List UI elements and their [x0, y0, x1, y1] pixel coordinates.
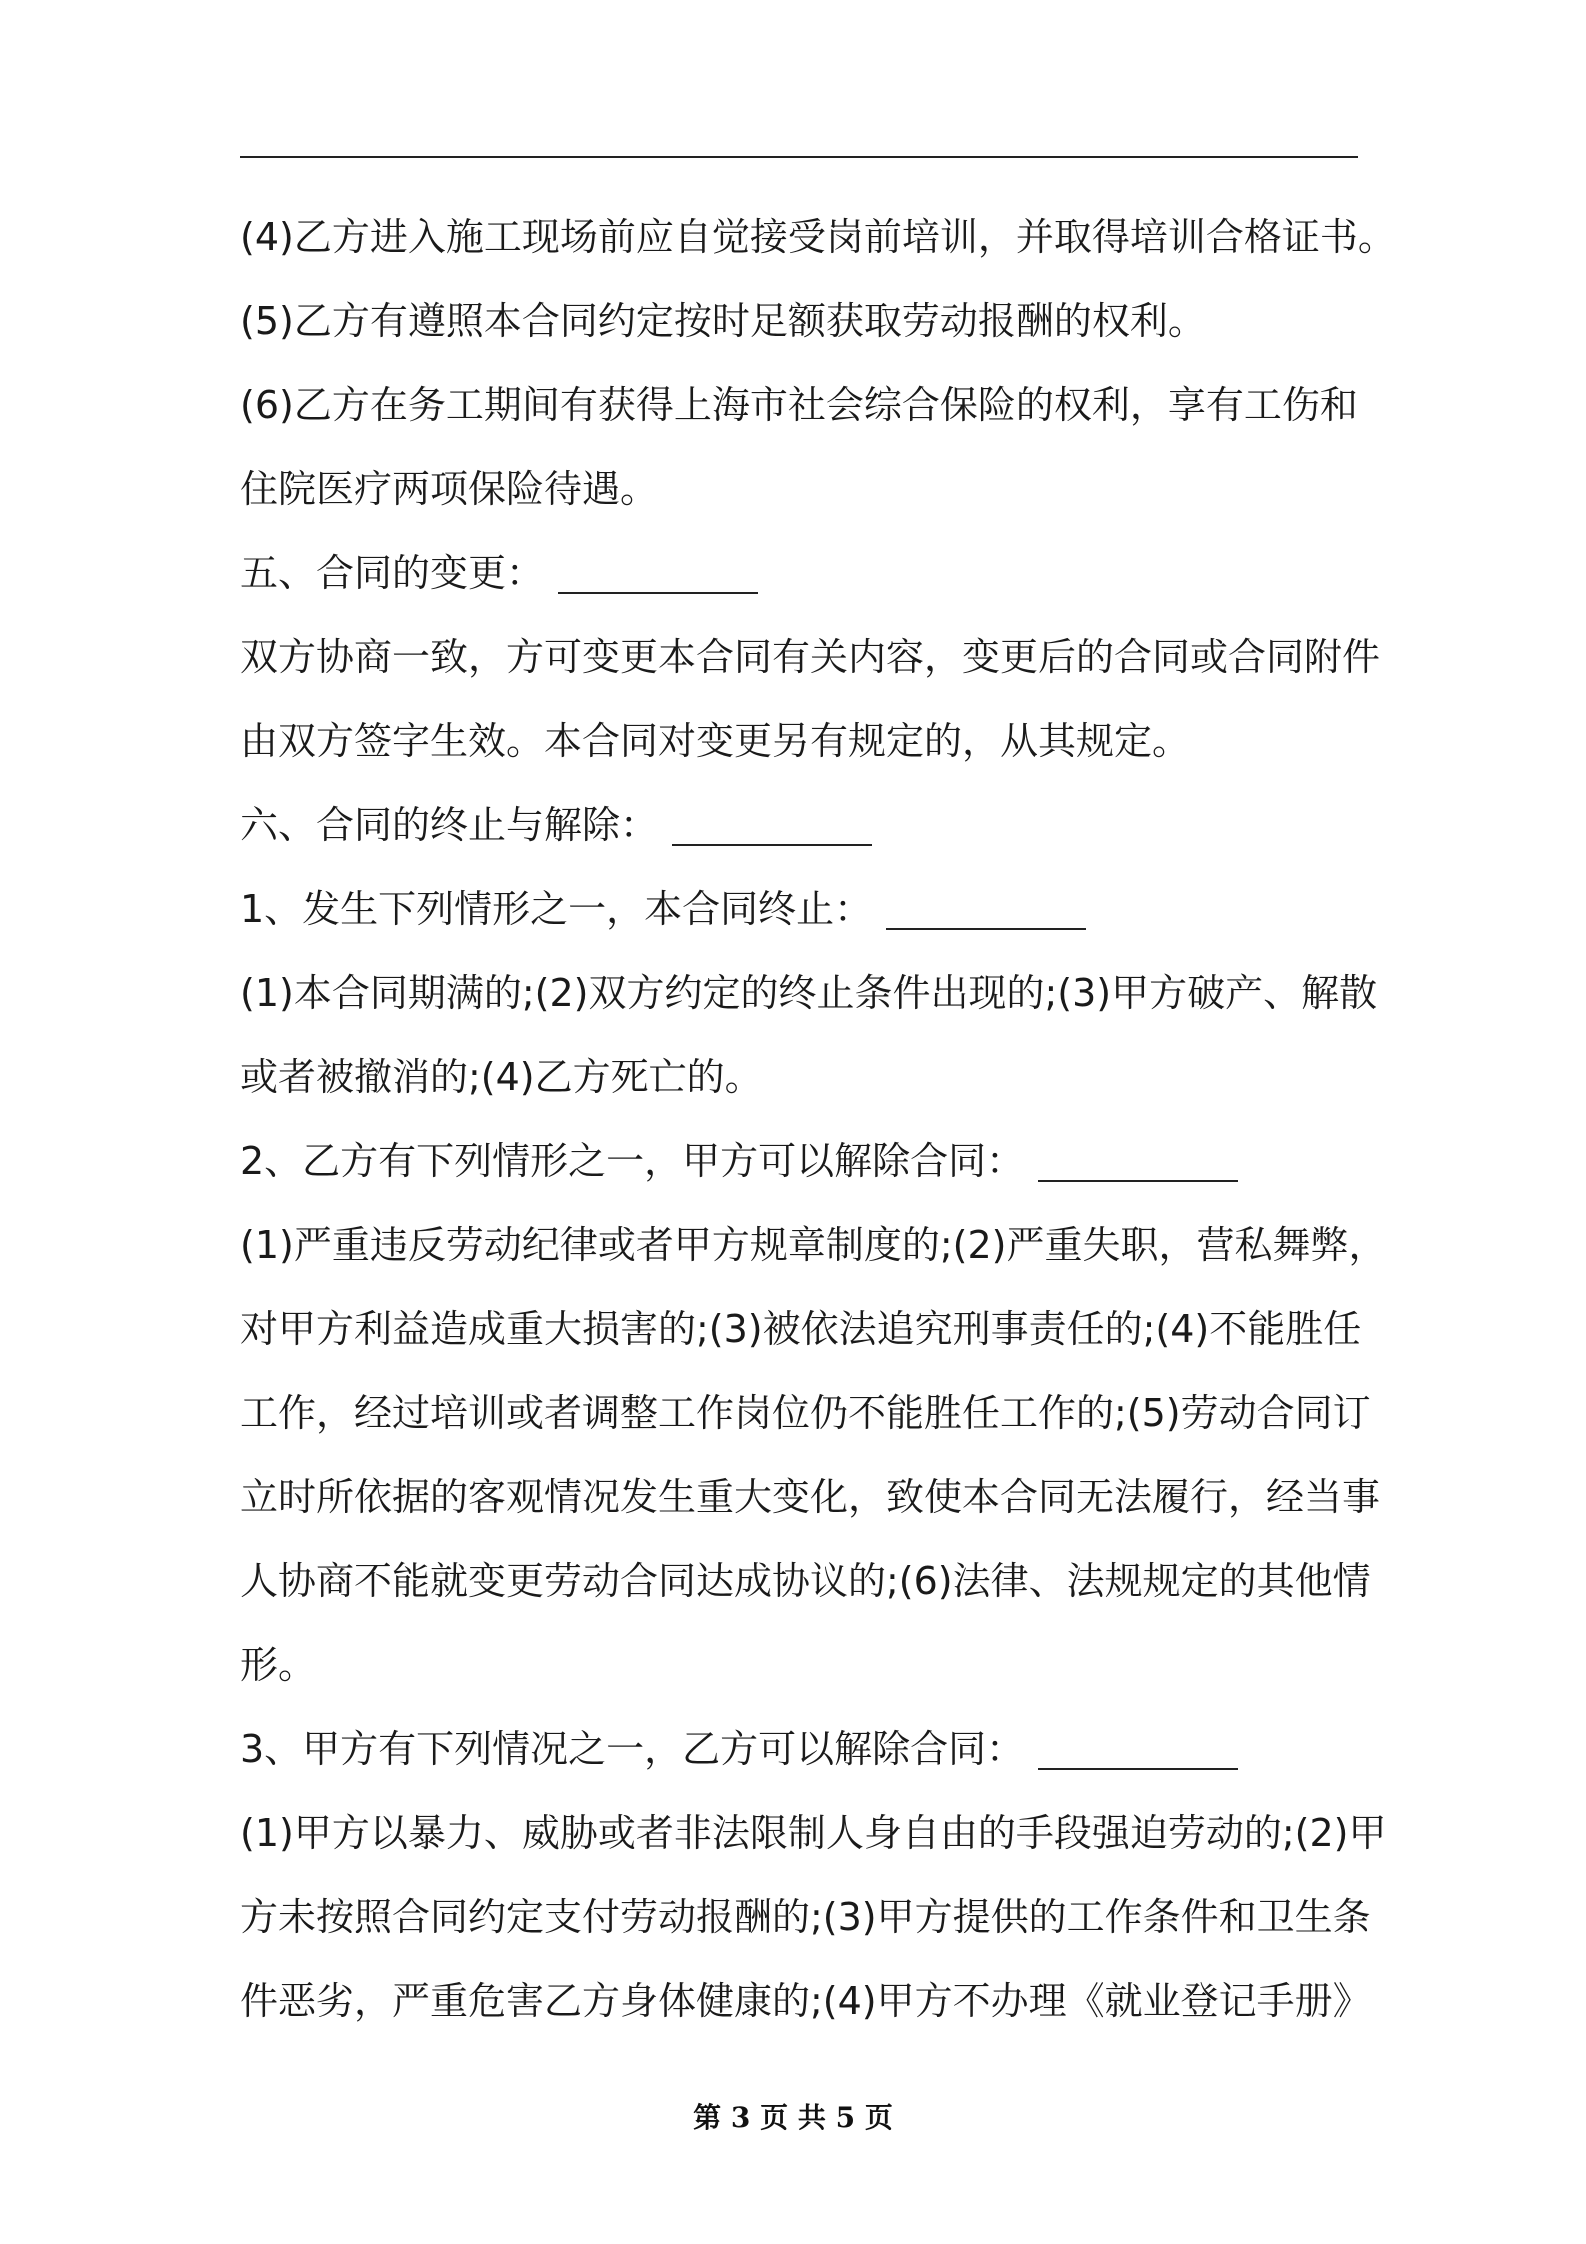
- text-line-content: 双方协商一致，方可变更本合同有关内容，变更后的合同或合同附件: [240, 635, 1381, 679]
- text-line-content: 方未按照合同约定支付劳动报酬的;(3)甲方提供的工作条件和卫生条: [240, 1895, 1371, 1939]
- text-line-content: 住院医疗两项保险待遇。: [240, 467, 659, 511]
- text-line-content: 或者被撤消的;(4)乙方死亡的。: [240, 1055, 763, 1099]
- text-line: [240, 699, 1360, 783]
- fill-in-blank: [558, 590, 758, 594]
- text-line: [240, 951, 1378, 1035]
- text-line-content: (5)乙方有遵照本合同约定按时足额获取劳动报酬的权利。: [240, 299, 1206, 343]
- text-line-content: (1)严重违反劳动纪律或者甲方规章制度的;(2)严重失职，营私舞弊，: [240, 1223, 1387, 1267]
- section-heading: [240, 531, 1360, 615]
- text-line-content: 件恶劣，严重危害乙方身体健康的;(4)甲方不办理《就业登记手册》: [240, 1979, 1371, 2023]
- text-line-content: (6)乙方在务工期间有获得上海市社会综合保险的权利，享有工伤和: [240, 383, 1358, 427]
- text-line-content: 立时所依据的客观情况发生重大变化，致使本合同无法履行，经当事: [240, 1475, 1381, 1519]
- text-line: [240, 1455, 1381, 1539]
- clause-heading: [240, 1119, 1360, 1203]
- text-line: [240, 1287, 1360, 1371]
- text-line: [240, 447, 1360, 531]
- document-body: [240, 195, 1396, 2043]
- text-line-content: 由双方签字生效。本合同对变更另有规定的，从其规定。: [240, 719, 1191, 763]
- text-line: [240, 1959, 1371, 2043]
- clause-heading-text: 2、乙方有下列情形之一，甲方可以解除合同：: [240, 1139, 1025, 1183]
- text-line: [240, 1539, 1371, 1623]
- page-number: 第 3 页 共 5 页: [693, 2101, 893, 2134]
- text-line-content: 形。: [240, 1643, 317, 1687]
- text-line: [240, 1623, 1360, 1707]
- text-line-content: (1)甲方以暴力、威胁或者非法限制人身自由的手段强迫劳动的;(2)甲: [240, 1811, 1387, 1855]
- text-line: [240, 363, 1360, 447]
- text-line-content: 工作，经过培训或者调整工作岗位仍不能胜任工作的;(5)劳动合同订: [240, 1391, 1371, 1435]
- section-heading-text: 六、合同的终止与解除：: [240, 803, 659, 847]
- clause-heading-text: 3、甲方有下列情况之一，乙方可以解除合同：: [240, 1727, 1025, 1771]
- text-line-content: 人协商不能就变更劳动合同达成协议的;(6)法律、法规规定的其他情: [240, 1559, 1371, 1603]
- fill-in-blank: [1038, 1766, 1238, 1770]
- text-line-content: (4)乙方进入施工现场前应自觉接受岗前培训，并取得培训合格证书。: [240, 215, 1396, 259]
- header-rule: [240, 156, 1358, 158]
- text-line-content: (1)本合同期满的;(2)双方约定的终止条件出现的;(3)甲方破产、解散: [240, 971, 1378, 1015]
- section-heading-text: 五、合同的变更：: [240, 551, 545, 595]
- text-line: [240, 1203, 1387, 1287]
- clause-heading: [240, 1707, 1360, 1791]
- text-line: [240, 615, 1381, 699]
- fill-in-blank: [672, 842, 872, 846]
- section-heading: [240, 783, 1360, 867]
- text-line: [240, 1371, 1371, 1455]
- text-line: [240, 1791, 1387, 1875]
- clause-heading-text: 1、发生下列情形之一，本合同终止：: [240, 887, 873, 931]
- text-line: [240, 1875, 1371, 1959]
- fill-in-blank: [886, 926, 1086, 930]
- text-line: [240, 1035, 1360, 1119]
- text-line-content: 对甲方利益造成重大损害的;(3)被依法追究刑事责任的;(4)不能胜任: [240, 1307, 1362, 1351]
- text-line: [240, 279, 1360, 363]
- page-footer: [0, 2098, 1586, 2138]
- text-line: [240, 195, 1396, 279]
- clause-heading: [240, 867, 1360, 951]
- fill-in-blank: [1038, 1178, 1238, 1182]
